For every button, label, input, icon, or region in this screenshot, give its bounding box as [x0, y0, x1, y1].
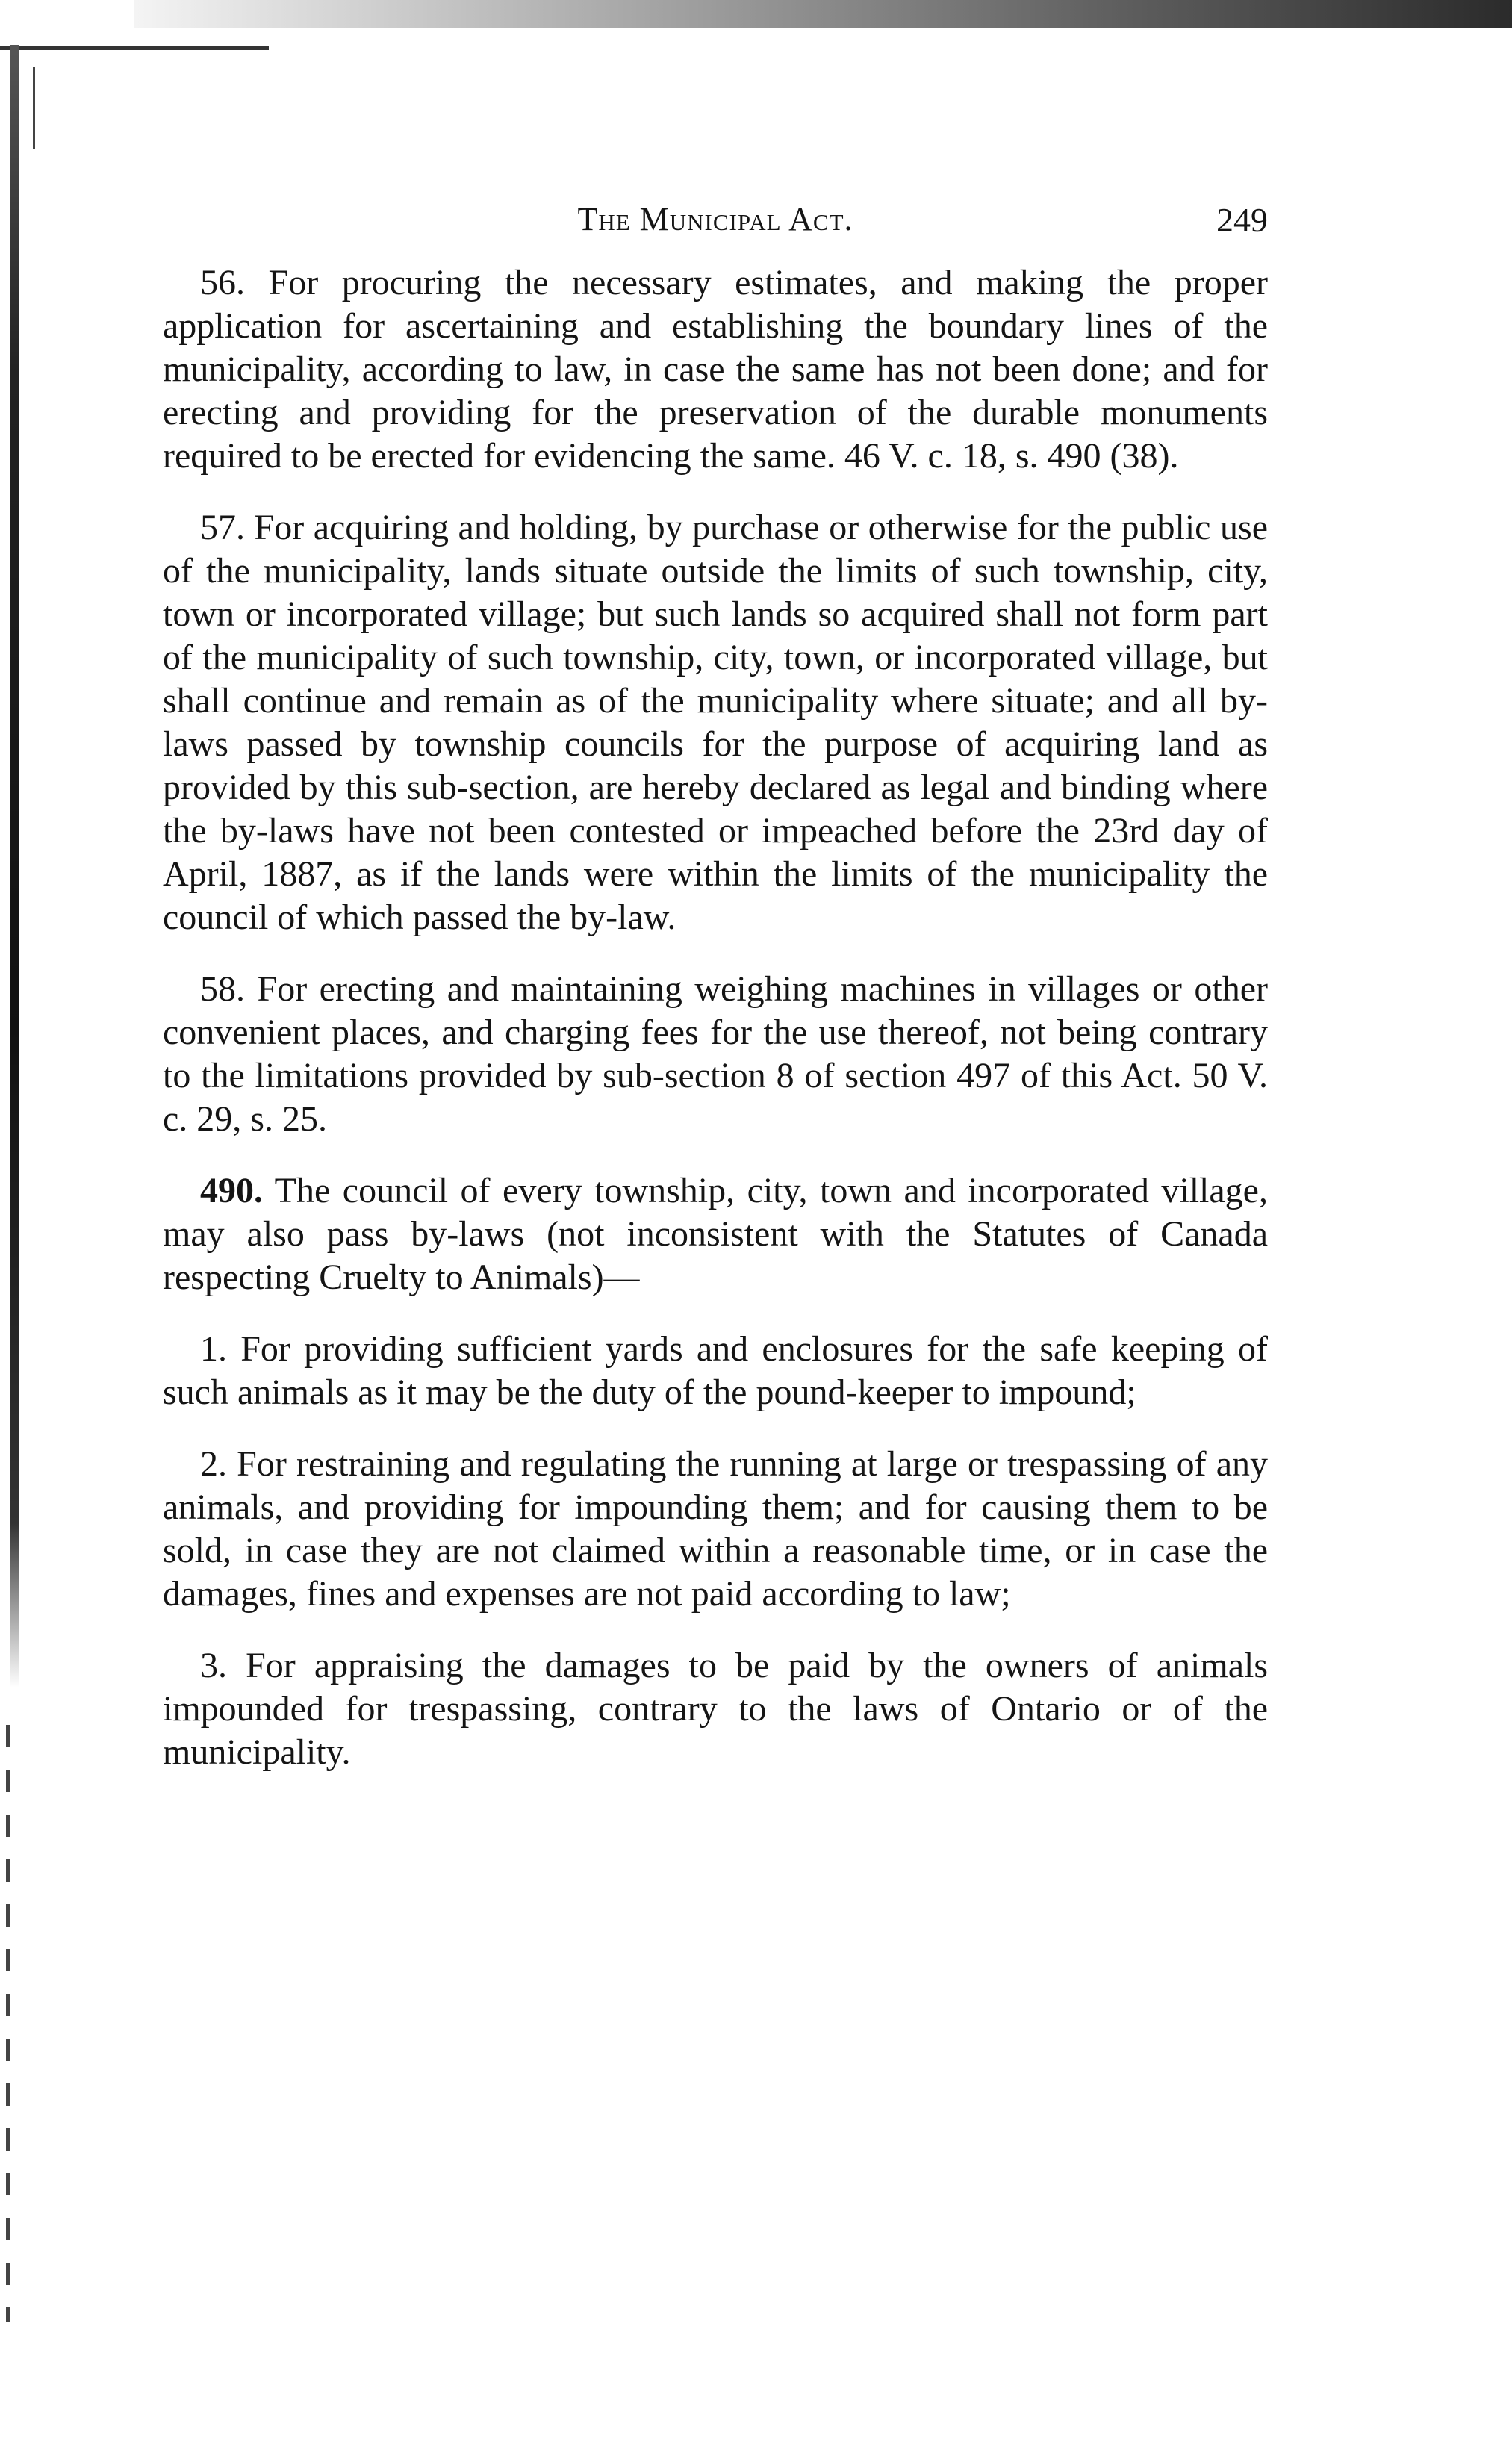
book-page	[163, 200, 1268, 1774]
scan-binding-dashes	[6, 1725, 10, 2322]
subsection-58	[163, 968, 1268, 1141]
section-490	[163, 1169, 1268, 1299]
item-text: For providing sufficient yards and enclosures for the safe keeping of such animals as it may be the duty of the pound-keeper to impound;	[163, 1329, 1268, 1412]
item-1	[163, 1328, 1268, 1414]
subsection-number: 58.	[200, 969, 245, 1009]
running-title: The Municipal Act.	[577, 201, 853, 237]
item-text: For appraising the damages to be paid by the owners of animals impounded for trespassing, contrary to the laws of Ontario or of the municipality.	[163, 1646, 1269, 1772]
item-number: 1.	[200, 1329, 227, 1369]
section-text: The council of every township, city, town and incorporated village, may also pass by-laws (not inconsistent with the Statutes of Canada respecting Cruelty to Animals)—	[163, 1171, 1268, 1297]
subsection-number: 56.	[200, 263, 245, 302]
scan-top-edge	[0, 0, 1512, 52]
item-text: For restraining and regulating the running at large or trespassing of any animals, and providing for impounding them; and for causing them to be sold, in case they are not claimed within a reasonable time, or in case the damages, fines and expenses are not paid according to law;	[163, 1444, 1269, 1614]
item-number: 2.	[200, 1444, 227, 1484]
item-number: 3.	[200, 1646, 227, 1685]
scan-binding-shadow	[10, 45, 19, 1688]
scan-thin-mark	[33, 67, 35, 149]
subsection-text: For procuring the necessary estimates, and making the proper application for ascertaining and establishing the boundary lines of the municipality, according to law, in case the same has not been done; and for erecting and providing for the preservation of the durable monuments required to be erected for evidencing the same. 46 V. c. 18, s. 490 (38).	[163, 263, 1269, 476]
scan-shadow-bar	[134, 0, 1512, 28]
running-head	[163, 200, 1268, 252]
subsection-number: 57.	[200, 508, 245, 547]
subsection-text: For acquiring and holding, by purchase or otherwise for the public use of the municipality, lands situate outside the limits of such township, city, town or incorporated village; but such lands so acquired shall not form part of the municipality of such township, city, town, or incorporated village, but shall continue and remain as of the municipality where situate; and all by-laws passed by township councils for the purpose of acquiring land as provided by this sub-section, are hereby declared as legal and binding where the by-laws have not been contested or impeached before the 23rd day of April, 1887, as if the lands were within the limits of the municipality the council of which passed the by-law.	[163, 508, 1268, 937]
item-2	[163, 1443, 1268, 1616]
subsection-56	[163, 261, 1268, 478]
section-number: 490.	[200, 1171, 263, 1210]
page-number: 249	[1216, 201, 1268, 239]
subsection-text: For erecting and maintaining weighing machines in villages or other convenient places, and charging fees for the use thereof, not being contrary to the limitations provided by sub-section 8 of section 497 of this Act. 50 V. c. 29, s. 25.	[163, 969, 1268, 1139]
scan-left-edge	[0, 45, 75, 2441]
item-3	[163, 1644, 1268, 1774]
subsection-57	[163, 506, 1268, 939]
